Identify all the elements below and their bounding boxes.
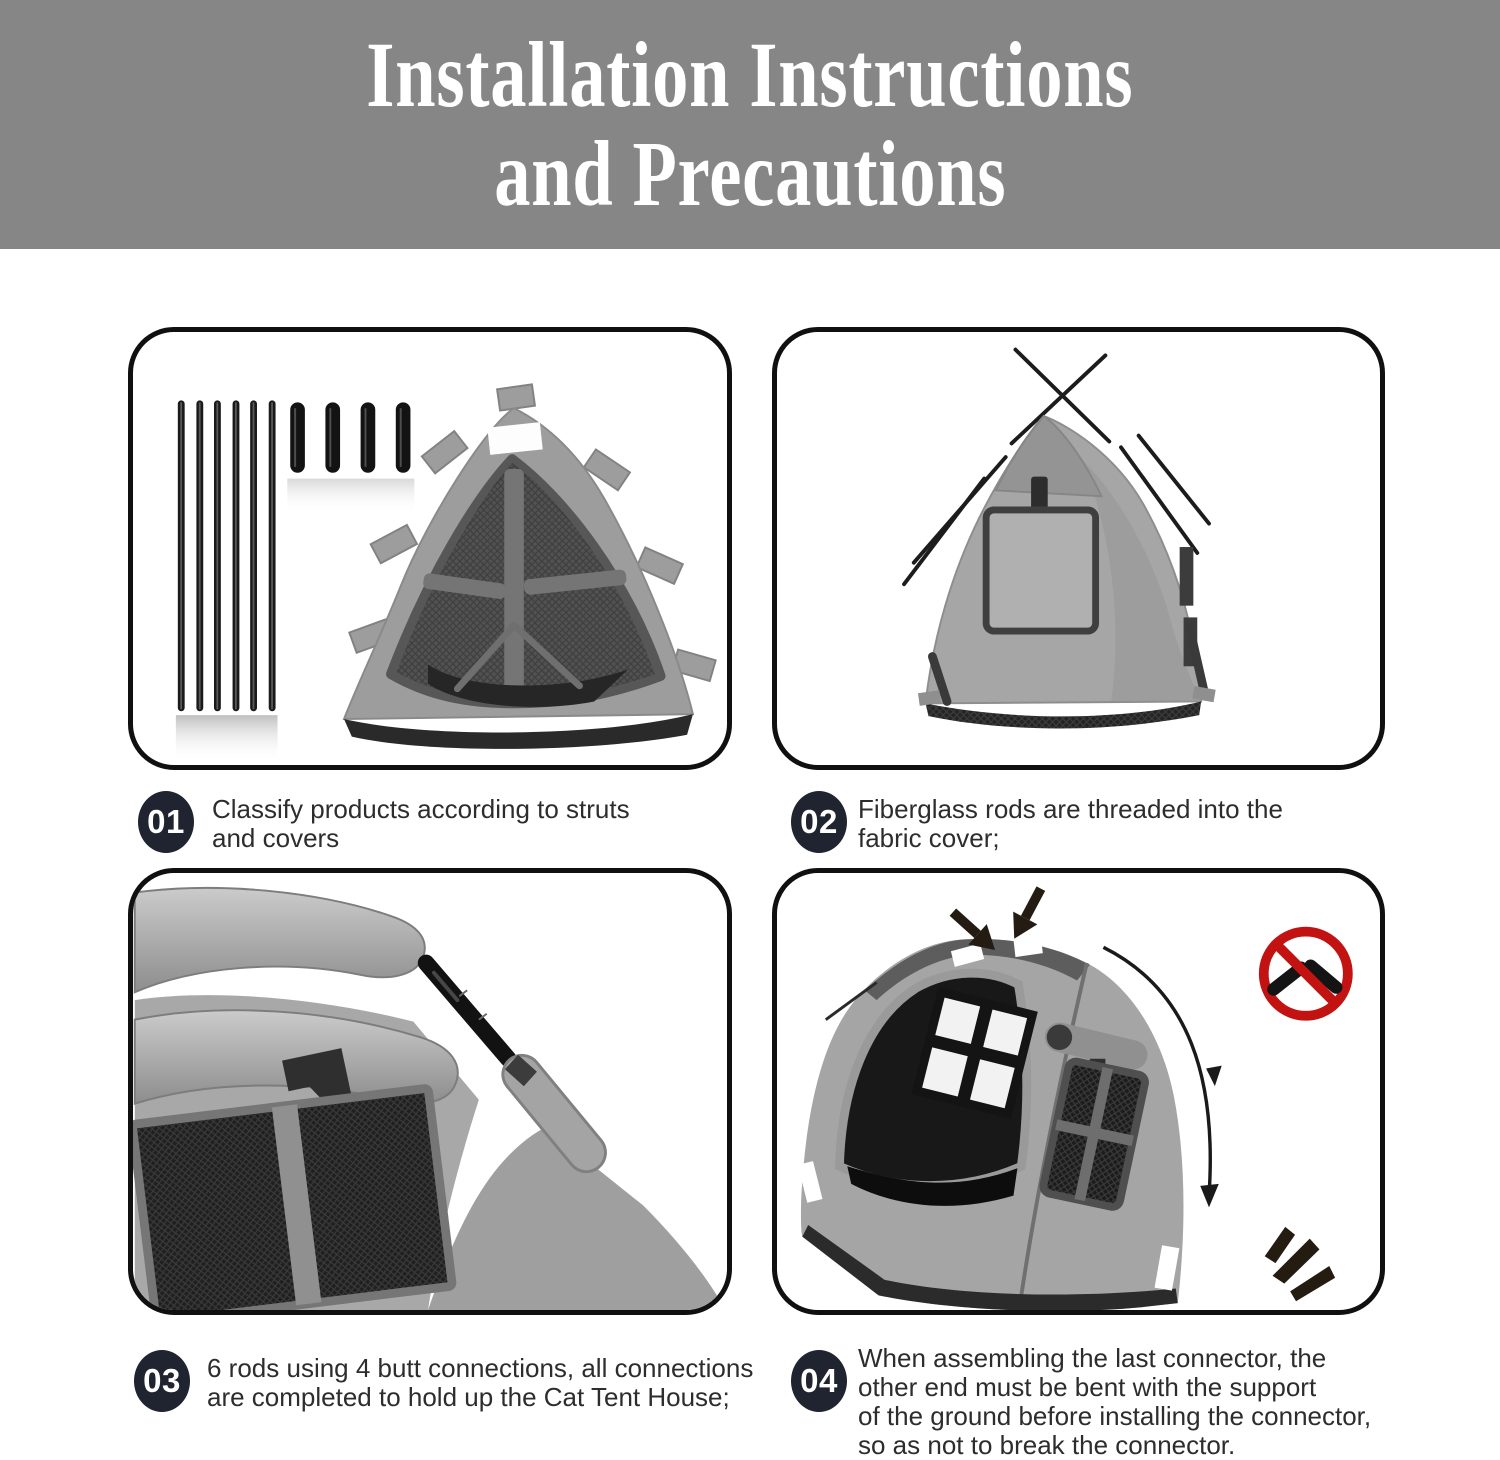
step-3-number-badge: 03 — [134, 1350, 190, 1412]
step-2-line-1: Fiberglass rods are threaded into the — [858, 794, 1283, 824]
window-four-pane — [917, 992, 1033, 1113]
page-title-line-2: and Precautions — [493, 122, 1007, 226]
step-3-text — [207, 1354, 753, 1412]
page-title-line-1: Installation Instructions — [366, 23, 1134, 127]
fiberglass-rods — [176, 400, 278, 762]
header-banner — [0, 0, 1500, 249]
step-4-text — [858, 1344, 1371, 1460]
parts-overview-illustration — [133, 332, 727, 765]
step-2-text — [858, 795, 1283, 853]
panel-parts-overview — [128, 327, 732, 770]
step-4-line-1: When assembling the last connector, the — [858, 1343, 1327, 1373]
assembled-tent — [798, 938, 1184, 1310]
step-1-number-badge: 01 — [138, 791, 194, 853]
connector-closeup-illustration — [133, 873, 727, 1310]
no-bending-rod-icon — [1264, 932, 1348, 1016]
tent-base-mesh — [926, 701, 1202, 728]
front-pocket — [986, 510, 1095, 631]
tent-base-strip — [344, 714, 693, 749]
rods-threaded-illustration — [777, 332, 1380, 765]
tent-fabric-cover — [918, 416, 1216, 728]
panel-rods-threaded — [772, 327, 1385, 770]
step-2-line-2: fabric cover; — [858, 823, 1000, 853]
step-1-line-2: and covers — [212, 823, 340, 853]
step-2-number-badge: 02 — [791, 791, 847, 853]
step-1-text — [212, 795, 630, 853]
step-3-line-2: are completed to hold up the Cat Tent House; — [207, 1382, 730, 1412]
step-4-number-badge: 04 — [791, 1350, 847, 1412]
step-3-line-1: 6 rods using 4 butt connections, all connections — [207, 1353, 754, 1383]
step-4-line-2: other end must be bent with the support — [858, 1372, 1317, 1402]
panel-connector-closeup — [128, 868, 732, 1315]
carry-handle-slot — [487, 422, 542, 455]
hanging-loop — [1031, 477, 1048, 510]
rod-sleeve-top — [135, 888, 425, 992]
mesh-window — [133, 1088, 452, 1310]
panel-assembled-tent — [772, 868, 1385, 1315]
step-1-line-1: Classify products according to struts — [212, 794, 630, 824]
impact-emphasis-icon — [1265, 1227, 1335, 1301]
step-4-line-4: so as not to break the connector. — [858, 1430, 1236, 1460]
rod-connectors — [287, 402, 414, 513]
assembled-tent-illustration — [777, 873, 1380, 1310]
step-4-line-3: of the ground before installing the connector, — [858, 1401, 1372, 1431]
